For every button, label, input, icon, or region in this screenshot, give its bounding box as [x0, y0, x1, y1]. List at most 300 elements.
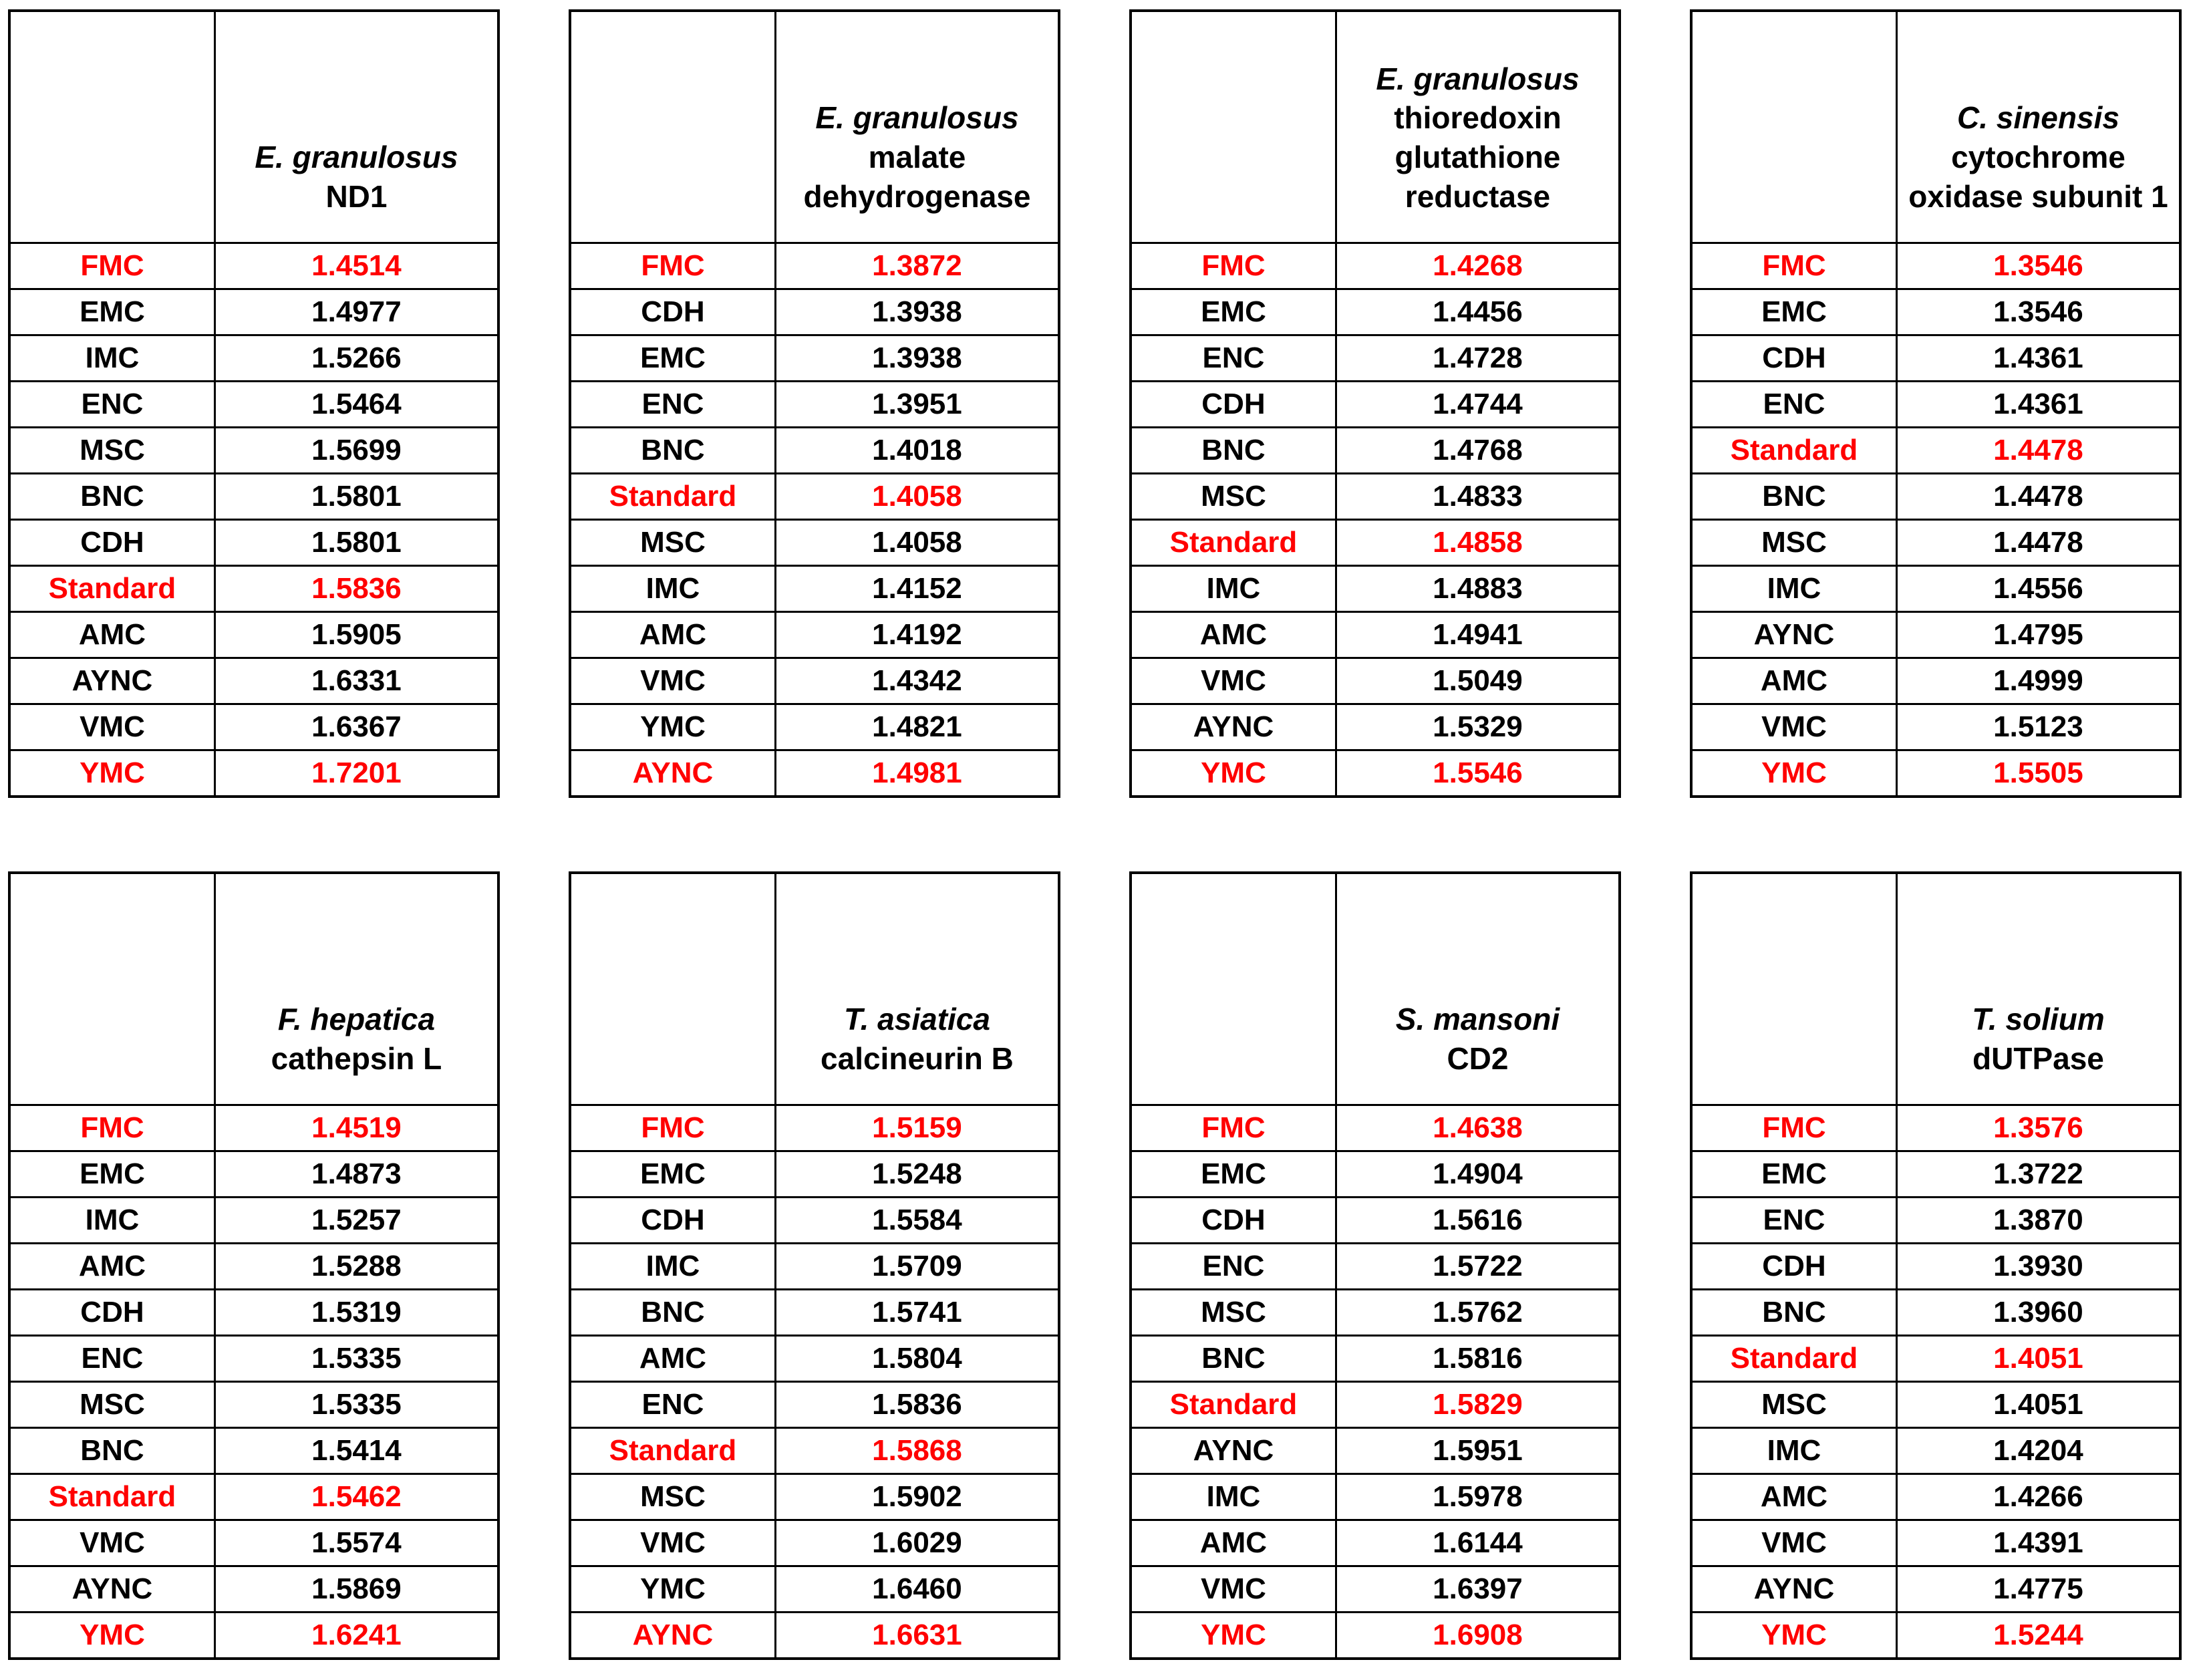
- table-row: [1131, 335, 1620, 382]
- row-value: 1.5829: [1336, 1382, 1620, 1428]
- table-header-row: [1691, 11, 2180, 243]
- row-label: EMC: [570, 1151, 775, 1198]
- table-row: [9, 382, 498, 428]
- table-header-row: [1691, 873, 2180, 1105]
- row-label: BNC: [1691, 1290, 1896, 1336]
- table-row: [570, 243, 1059, 289]
- row-value: 1.6460: [775, 1566, 1059, 1613]
- row-value: 1.4519: [214, 1105, 498, 1151]
- row-value: 1.5804: [775, 1336, 1059, 1382]
- row-value: 1.4361: [1896, 382, 2180, 428]
- row-value: 1.5836: [775, 1382, 1059, 1428]
- row-label: EMC: [9, 289, 214, 335]
- row-value: 1.5699: [214, 428, 498, 474]
- row-value: 1.6029: [775, 1520, 1059, 1566]
- table-row: [1691, 612, 2180, 658]
- row-label: MSC: [1131, 1290, 1336, 1336]
- row-label: Standard: [1131, 520, 1336, 566]
- row-value: 1.3938: [775, 335, 1059, 382]
- row-label: ENC: [9, 1336, 214, 1382]
- table-row: [9, 658, 498, 704]
- row-label: YMC: [1131, 1613, 1336, 1659]
- row-label: MSC: [9, 1382, 214, 1428]
- table-row: [1691, 520, 2180, 566]
- header-empty-cell: [9, 11, 214, 243]
- row-value: 1.4744: [1336, 382, 1620, 428]
- table-row: [9, 1151, 498, 1198]
- row-label: IMC: [9, 1198, 214, 1244]
- table-row: [9, 1198, 498, 1244]
- row-label: IMC: [1691, 566, 1896, 612]
- row-value: 1.3872: [775, 243, 1059, 289]
- table-row: [1691, 1566, 2180, 1613]
- table-row: [570, 750, 1059, 797]
- row-label: YMC: [9, 1613, 214, 1659]
- table-row: [570, 382, 1059, 428]
- data-table: [1690, 9, 2182, 798]
- row-label: IMC: [570, 566, 775, 612]
- row-label: AMC: [570, 1336, 775, 1382]
- table-row: [9, 1520, 498, 1566]
- row-label: AYNC: [1131, 1428, 1336, 1474]
- row-value: 1.4999: [1896, 658, 2180, 704]
- table-row: [1691, 704, 2180, 750]
- row-value: 1.6331: [214, 658, 498, 704]
- table-title-rest: malate dehydrogenase: [803, 140, 1031, 215]
- row-label: YMC: [1691, 750, 1896, 797]
- row-label: FMC: [9, 1105, 214, 1151]
- table-row: [570, 474, 1059, 520]
- row-label: IMC: [1131, 566, 1336, 612]
- table-row: [1131, 520, 1620, 566]
- row-value: 1.5159: [775, 1105, 1059, 1151]
- table-row: [9, 750, 498, 797]
- row-value: 1.4361: [1896, 335, 2180, 382]
- data-table: [1129, 871, 1621, 1660]
- row-label: CDH: [1131, 382, 1336, 428]
- row-value: 1.4728: [1336, 335, 1620, 382]
- row-label: FMC: [1131, 1105, 1336, 1151]
- row-label: FMC: [9, 243, 214, 289]
- table-title-cell: [214, 873, 498, 1105]
- table-title-cell: [775, 11, 1059, 243]
- row-value: 1.6241: [214, 1613, 498, 1659]
- row-value: 1.4904: [1336, 1151, 1620, 1198]
- row-value: 1.5505: [1896, 750, 2180, 797]
- row-value: 1.4981: [775, 750, 1059, 797]
- row-label: YMC: [570, 1566, 775, 1613]
- table-title-species: S. mansoni: [1395, 1002, 1560, 1037]
- row-value: 1.4051: [1896, 1336, 2180, 1382]
- table-body: [1131, 1105, 1620, 1659]
- table-title-rest: ND1: [325, 179, 388, 215]
- table-row: [9, 520, 498, 566]
- row-value: 1.4768: [1336, 428, 1620, 474]
- table-row: [1131, 1105, 1620, 1151]
- table-row: [570, 1566, 1059, 1613]
- table-row: [9, 566, 498, 612]
- table-row: [9, 335, 498, 382]
- row-value: 1.3951: [775, 382, 1059, 428]
- row-label: BNC: [1691, 474, 1896, 520]
- row-value: 1.5248: [775, 1151, 1059, 1198]
- row-value: 1.4266: [1896, 1474, 2180, 1520]
- row-value: 1.4795: [1896, 612, 2180, 658]
- row-value: 1.5741: [775, 1290, 1059, 1336]
- table-header-row: [1131, 873, 1620, 1105]
- table-row: [1131, 612, 1620, 658]
- row-value: 1.3546: [1896, 289, 2180, 335]
- row-label: AMC: [9, 1244, 214, 1290]
- row-label: AYNC: [9, 1566, 214, 1613]
- table-row: [570, 1428, 1059, 1474]
- table-title-species: F. hepatica: [277, 1002, 436, 1037]
- table-title-species: T. asiatica: [843, 1002, 990, 1037]
- table-row: [1691, 566, 2180, 612]
- data-table: [1129, 9, 1621, 798]
- table-header-row: [9, 11, 498, 243]
- row-label: CDH: [570, 1198, 775, 1244]
- row-value: 1.5868: [775, 1428, 1059, 1474]
- row-value: 1.4051: [1896, 1382, 2180, 1428]
- row-label: AMC: [9, 612, 214, 658]
- row-label: ENC: [570, 1382, 775, 1428]
- table-row: [570, 566, 1059, 612]
- row-label: YMC: [9, 750, 214, 797]
- data-table: [569, 9, 1060, 798]
- row-label: BNC: [1131, 428, 1336, 474]
- row-value: 1.4821: [775, 704, 1059, 750]
- row-label: MSC: [1691, 1382, 1896, 1428]
- data-table: [8, 871, 500, 1660]
- row-label: VMC: [570, 658, 775, 704]
- row-label: AMC: [1131, 1520, 1336, 1566]
- row-label: VMC: [9, 1520, 214, 1566]
- row-value: 1.3930: [1896, 1244, 2180, 1290]
- table-row: [1691, 1336, 2180, 1382]
- row-label: EMC: [570, 335, 775, 382]
- row-value: 1.6908: [1336, 1613, 1620, 1659]
- row-value: 1.4192: [775, 612, 1059, 658]
- row-value: 1.3938: [775, 289, 1059, 335]
- header-empty-cell: [570, 11, 775, 243]
- table-body: [1131, 243, 1620, 797]
- row-label: BNC: [1131, 1336, 1336, 1382]
- row-label: MSC: [1131, 474, 1336, 520]
- row-value: 1.4775: [1896, 1566, 2180, 1613]
- row-value: 1.4977: [214, 289, 498, 335]
- row-value: 1.5836: [214, 566, 498, 612]
- row-value: 1.4833: [1336, 474, 1620, 520]
- table-body: [570, 1105, 1059, 1659]
- table-header-row: [570, 11, 1059, 243]
- row-value: 1.4638: [1336, 1105, 1620, 1151]
- row-label: FMC: [570, 243, 775, 289]
- header-empty-cell: [1131, 873, 1336, 1105]
- row-value: 1.5902: [775, 1474, 1059, 1520]
- table-row: [1131, 1244, 1620, 1290]
- table-row: [570, 1290, 1059, 1336]
- table-row: [1131, 1566, 1620, 1613]
- row-label: CDH: [1131, 1198, 1336, 1244]
- table-row: [570, 520, 1059, 566]
- table-title-rest: dUTPase: [1972, 1041, 2104, 1077]
- row-label: FMC: [1131, 243, 1336, 289]
- row-label: BNC: [9, 474, 214, 520]
- row-value: 1.4478: [1896, 520, 2180, 566]
- table-row: [9, 289, 498, 335]
- row-value: 1.4514: [214, 243, 498, 289]
- row-label: MSC: [570, 1474, 775, 1520]
- table-row: [1131, 566, 1620, 612]
- table-row: [1691, 289, 2180, 335]
- table-row: [1691, 428, 2180, 474]
- table-row: [1691, 382, 2180, 428]
- row-label: MSC: [9, 428, 214, 474]
- row-label: VMC: [9, 704, 214, 750]
- table-row: [9, 612, 498, 658]
- table-title-species: E. granulosus: [1376, 61, 1580, 96]
- table-title-rest: CD2: [1447, 1041, 1509, 1077]
- table-title-rest: cytochrome oxidase subunit 1: [1908, 140, 2168, 215]
- row-label: IMC: [1131, 1474, 1336, 1520]
- row-value: 1.5546: [1336, 750, 1620, 797]
- row-value: 1.4018: [775, 428, 1059, 474]
- row-value: 1.6367: [214, 704, 498, 750]
- table-title-cell: [1336, 873, 1620, 1105]
- table-row: [570, 1151, 1059, 1198]
- table-row: [1131, 1336, 1620, 1382]
- row-label: AYNC: [1691, 1566, 1896, 1613]
- row-label: AMC: [1691, 1474, 1896, 1520]
- row-value: 1.5319: [214, 1290, 498, 1336]
- row-label: CDH: [570, 289, 775, 335]
- row-label: AMC: [1691, 658, 1896, 704]
- row-value: 1.4941: [1336, 612, 1620, 658]
- table-row: [1691, 1151, 2180, 1198]
- row-value: 1.5709: [775, 1244, 1059, 1290]
- row-label: AYNC: [9, 658, 214, 704]
- table-row: [1691, 1474, 2180, 1520]
- row-value: 1.3576: [1896, 1105, 2180, 1151]
- row-label: ENC: [9, 382, 214, 428]
- row-value: 1.5257: [214, 1198, 498, 1244]
- row-label: ENC: [1131, 335, 1336, 382]
- row-label: Standard: [9, 1474, 214, 1520]
- row-value: 1.4342: [775, 658, 1059, 704]
- table-row: [570, 1474, 1059, 1520]
- row-label: VMC: [1131, 658, 1336, 704]
- table-row: [1131, 428, 1620, 474]
- table-body: [1691, 243, 2180, 797]
- row-label: VMC: [570, 1520, 775, 1566]
- row-value: 1.5464: [214, 382, 498, 428]
- table-body: [9, 1105, 498, 1659]
- table-title-species: C. sinensis: [1957, 100, 2119, 136]
- table-row: [570, 1382, 1059, 1428]
- row-value: 1.3546: [1896, 243, 2180, 289]
- table-row: [1691, 1382, 2180, 1428]
- row-value: 1.5978: [1336, 1474, 1620, 1520]
- table-row: [9, 243, 498, 289]
- row-value: 1.7201: [214, 750, 498, 797]
- table-row: [1131, 1151, 1620, 1198]
- row-label: Standard: [1131, 1382, 1336, 1428]
- table-row: [9, 428, 498, 474]
- row-label: ENC: [1691, 1198, 1896, 1244]
- row-value: 1.5801: [214, 520, 498, 566]
- table-row: [570, 1336, 1059, 1382]
- row-label: MSC: [1691, 520, 1896, 566]
- row-value: 1.6144: [1336, 1520, 1620, 1566]
- data-table: [8, 9, 500, 798]
- table-title-rest: thioredoxin glutathione reductase: [1394, 100, 1562, 215]
- row-label: FMC: [1691, 1105, 1896, 1151]
- table-body: [570, 243, 1059, 797]
- row-value: 1.5616: [1336, 1198, 1620, 1244]
- table-row: [1131, 474, 1620, 520]
- row-value: 1.5951: [1336, 1428, 1620, 1474]
- table-row: [1691, 1105, 2180, 1151]
- row-label: MSC: [570, 520, 775, 566]
- row-label: BNC: [9, 1428, 214, 1474]
- row-value: 1.4556: [1896, 566, 2180, 612]
- row-value: 1.5329: [1336, 704, 1620, 750]
- header-empty-cell: [1131, 11, 1336, 243]
- table-title-cell: [214, 11, 498, 243]
- row-value: 1.5266: [214, 335, 498, 382]
- table-row: [570, 1198, 1059, 1244]
- row-label: CDH: [1691, 1244, 1896, 1290]
- row-label: EMC: [1131, 1151, 1336, 1198]
- row-value: 1.3870: [1896, 1198, 2180, 1244]
- row-label: FMC: [1691, 243, 1896, 289]
- row-label: CDH: [9, 1290, 214, 1336]
- row-value: 1.5801: [214, 474, 498, 520]
- row-label: AYNC: [1691, 612, 1896, 658]
- table-row: [9, 1382, 498, 1428]
- table-row: [1131, 704, 1620, 750]
- row-label: CDH: [1691, 335, 1896, 382]
- table-row: [1691, 243, 2180, 289]
- row-value: 1.5574: [214, 1520, 498, 1566]
- table-body: [1691, 1105, 2180, 1659]
- table-row: [1691, 1290, 2180, 1336]
- row-label: Standard: [570, 474, 775, 520]
- row-label: Standard: [1691, 1336, 1896, 1382]
- row-value: 1.4873: [214, 1151, 498, 1198]
- row-value: 1.6397: [1336, 1566, 1620, 1613]
- header-empty-cell: [1691, 11, 1896, 243]
- table-row: [9, 1336, 498, 1382]
- row-value: 1.4883: [1336, 566, 1620, 612]
- table-row: [9, 704, 498, 750]
- row-label: VMC: [1691, 1520, 1896, 1566]
- table-row: [1691, 474, 2180, 520]
- row-value: 1.4391: [1896, 1520, 2180, 1566]
- header-empty-cell: [9, 873, 214, 1105]
- row-value: 1.4858: [1336, 520, 1620, 566]
- row-label: ENC: [570, 382, 775, 428]
- row-value: 1.5049: [1336, 658, 1620, 704]
- table-row: [570, 704, 1059, 750]
- row-value: 1.6631: [775, 1613, 1059, 1659]
- table-row: [1691, 1613, 2180, 1659]
- row-label: AYNC: [570, 1613, 775, 1659]
- row-label: BNC: [570, 1290, 775, 1336]
- row-label: Standard: [1691, 428, 1896, 474]
- row-label: IMC: [570, 1244, 775, 1290]
- table-row: [1131, 382, 1620, 428]
- row-label: YMC: [1691, 1613, 1896, 1659]
- table-row: [9, 1428, 498, 1474]
- table-row: [1691, 1244, 2180, 1290]
- table-row: [9, 1244, 498, 1290]
- row-value: 1.4478: [1896, 428, 2180, 474]
- table-body: [9, 243, 498, 797]
- table-title-rest: cathepsin L: [271, 1041, 442, 1077]
- table-row: [9, 1290, 498, 1336]
- table-row: [1691, 1428, 2180, 1474]
- table-row: [570, 335, 1059, 382]
- row-label: EMC: [9, 1151, 214, 1198]
- row-value: 1.5244: [1896, 1613, 2180, 1659]
- table-row: [1131, 1520, 1620, 1566]
- data-table: [569, 871, 1060, 1660]
- row-label: IMC: [1691, 1428, 1896, 1474]
- row-value: 1.4456: [1336, 289, 1620, 335]
- table-row: [1691, 750, 2180, 797]
- table-title-species: E. granulosus: [815, 100, 1019, 136]
- table-row: [9, 1566, 498, 1613]
- table-row: [1131, 1198, 1620, 1244]
- table-row: [9, 1474, 498, 1520]
- table-row: [570, 1613, 1059, 1659]
- table-row: [1131, 658, 1620, 704]
- table-title-species: T. solium: [1972, 1002, 2105, 1037]
- table-row: [1691, 658, 2180, 704]
- table-title-cell: [775, 873, 1059, 1105]
- table-row: [1131, 1428, 1620, 1474]
- row-label: FMC: [570, 1105, 775, 1151]
- row-value: 1.5762: [1336, 1290, 1620, 1336]
- row-label: AYNC: [570, 750, 775, 797]
- table-header-row: [1131, 11, 1620, 243]
- table-row: [1131, 1290, 1620, 1336]
- row-value: 1.4478: [1896, 474, 2180, 520]
- table-row: [1131, 1613, 1620, 1659]
- row-label: Standard: [570, 1428, 775, 1474]
- row-value: 1.4058: [775, 474, 1059, 520]
- table-row: [1131, 1474, 1620, 1520]
- row-value: 1.5905: [214, 612, 498, 658]
- table-header-row: [9, 873, 498, 1105]
- row-label: VMC: [1131, 1566, 1336, 1613]
- table-row: [570, 1105, 1059, 1151]
- table-title-cell: [1336, 11, 1620, 243]
- table-row: [1131, 243, 1620, 289]
- row-value: 1.5816: [1336, 1336, 1620, 1382]
- row-label: EMC: [1131, 289, 1336, 335]
- table-title-cell: [1896, 873, 2180, 1105]
- table-row: [570, 658, 1059, 704]
- row-value: 1.4058: [775, 520, 1059, 566]
- header-empty-cell: [570, 873, 775, 1105]
- row-value: 1.3960: [1896, 1290, 2180, 1336]
- row-label: EMC: [1691, 289, 1896, 335]
- table-row: [1131, 750, 1620, 797]
- row-value: 1.3722: [1896, 1151, 2180, 1198]
